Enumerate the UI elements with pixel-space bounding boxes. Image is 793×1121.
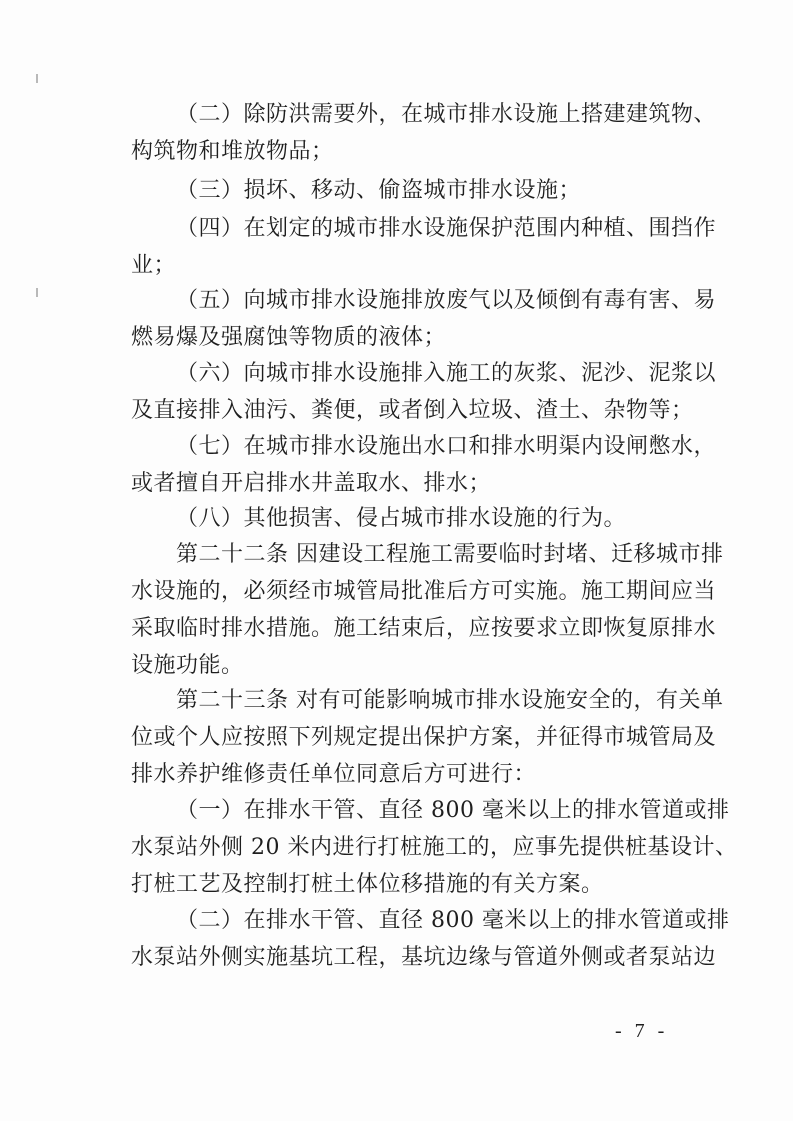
- text-line: （三）损坏、移动、偷盗城市排水设施；: [176, 178, 582, 203]
- text-line: 第二十二条 因建设工程施工需要临时封堵、迁移城市排: [176, 542, 724, 567]
- text-line: （六）向城市排水设施排入施工的灰浆、泥沙、泥浆以: [176, 361, 717, 386]
- list-item: [131, 96, 717, 170]
- text-line: 构筑物和堆放物品；: [131, 139, 334, 164]
- text-line: （五）向城市排水设施排放废气以及倾倒有毒有害、易: [176, 288, 717, 313]
- text-line: 排水养护维修责任单位同意后方可进行：: [131, 762, 537, 787]
- list-item: [131, 355, 717, 429]
- page-number: - 7 -: [615, 1020, 669, 1042]
- text-line: 采取临时排水措施。施工结束后，应按要求立即恢复原排水: [131, 616, 717, 641]
- text-line: （二）除防洪需要外，在城市排水设施上搭建建筑物、: [176, 102, 717, 127]
- text-line: 水泵站外侧 20 米内进行打桩施工的，应事先提供桩基设计、: [131, 835, 738, 860]
- text-line: 水设施的，必须经市城管局批准后方可实施。施工期间应当: [131, 579, 717, 604]
- text-line: 打桩工艺及控制打桩土体位移措施的有关方案。: [131, 872, 604, 897]
- margin-mark: [36, 288, 38, 297]
- text-line: 第二十三条 对有可能影响城市排水设施安全的，有关单: [176, 688, 724, 713]
- list-item: [131, 500, 681, 537]
- margin-mark: [36, 74, 38, 83]
- text-line: （八）其他损害、侵占城市排水设施的行为。: [176, 506, 627, 531]
- text-line: （二）在排水干管、直径 800 毫米以上的排水管道或排: [176, 908, 730, 933]
- text-line: 燃易爆及强腐蚀等物质的液体；: [131, 325, 447, 350]
- article-23: [131, 682, 724, 793]
- list-item: [131, 428, 717, 502]
- list-item: [131, 210, 717, 284]
- text-line: 业；: [131, 253, 177, 278]
- text-line: 位或个人应按照下列规定提出保护方案，并征得市城管局及: [131, 725, 717, 750]
- text-line: （四）在划定的城市排水设施保护范围内种植、围挡作: [176, 216, 717, 241]
- text-line: 及直接排入油污、粪便，或者倒入垃圾、渣土、杂物等；: [131, 398, 694, 423]
- text-line: 或者擅自开启排水井盖取水、排水；: [131, 471, 492, 496]
- list-item: [131, 902, 730, 976]
- text-line: 设施功能。: [131, 653, 244, 678]
- text-line: （七）在城市排水设施出水口和排水明渠内设闸憋水，: [176, 434, 717, 459]
- article-22: [131, 536, 724, 684]
- text-line: （一）在排水干管、直径 800 毫米以上的排水管道或排: [176, 798, 730, 823]
- list-item: [131, 282, 717, 356]
- list-item: [131, 172, 681, 209]
- list-item: [131, 792, 738, 903]
- text-line: 水泵站外侧实施基坑工程，基坑边缘与管道外侧或者泵站边: [131, 945, 717, 970]
